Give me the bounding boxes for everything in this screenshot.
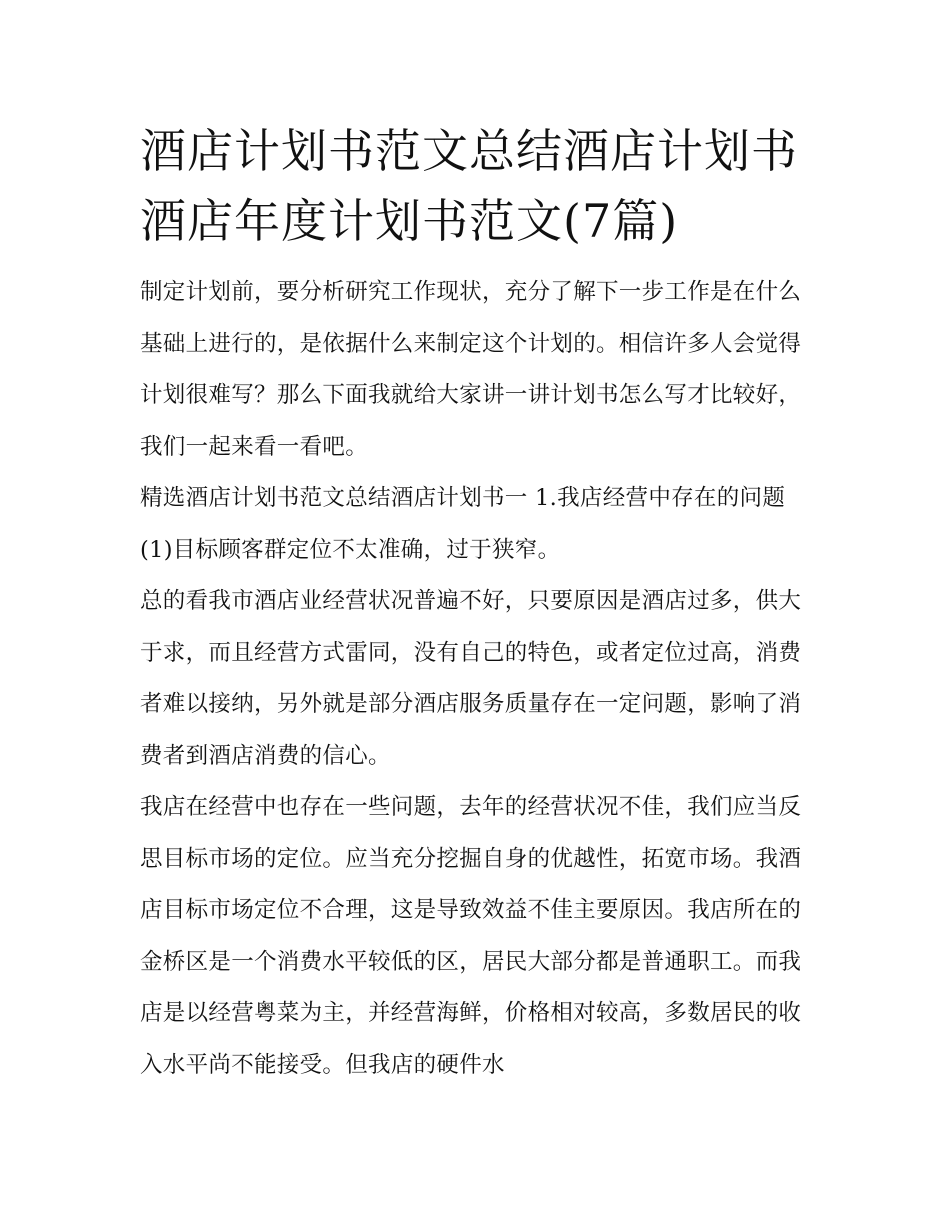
document-title: 酒店计划书范文总结酒店计划书 酒店年度计划书范文(7篇): [140, 124, 798, 248]
paragraph-store-problems: 我店在经营中也存在一些问题，去年的经营状况不佳，我们应当反思目标市场的定位。应当充分挖掘自身的优越性，拓宽市场。我酒店目标市场定位不合理，这是导致效益不佳主要原因。我店所在的金桥区是一个消费水平较低的区，居民大部分都是普通职工。而我店是以经营粤菜为主，并经营海鲜，价格相对较高，多数居民的收入水平尚不能接受。但我店的硬件水: [140, 794, 802, 1078]
paragraph-industry-overview: 总的看我市酒店业经营状况普遍不好，只要原因是酒店过多，供大于求，而且经营方式雷同，没有自己的特色，或者定位过高，消费者难以接纳，另外就是部分酒店服务质量存在一定问题，影响了消费者到酒店消费的信心。: [140, 588, 802, 769]
document-page: [140, 116, 812, 1091]
paragraph-section-one-heading: 精选酒店计划书范文总结酒店计划书一 1.我店经营中存在的问题 (1)目标顾客群定位不太准确，过于狭窄。: [140, 485, 786, 563]
paragraph-intro: 制定计划前，要分析研究工作现状，充分了解下一步工作是在什么基础上进行的，是依据什么来制定这个计划的。相信许多人会觉得计划很难写？那么下面我就给大家讲一讲计划书怎么写才比较好，我们一起来看一看吧。: [140, 279, 802, 460]
